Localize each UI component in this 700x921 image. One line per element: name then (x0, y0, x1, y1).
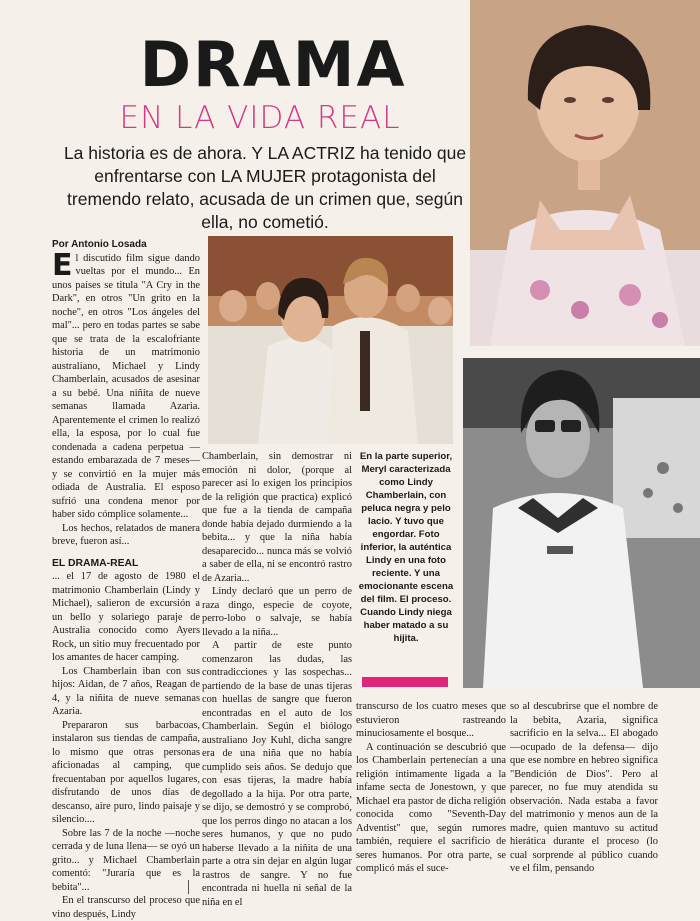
paragraph: Los Chamberlain iban con sus hijos: Aidan, de 7 años, Reagan de 4, y la niñita de nueve semanas Azaria. (52, 665, 200, 717)
paragraph: A continuación se descubrió que los Chamberlain pertenecían a una religión íntimamente ligada a la infame secta de Jonestown, y que Michael era pastor de dicha religión conocida como "Seventh-Day Adventist" que, según rumores también, requiere el sacrificio de seres humanos. Por otra parte, se complicó más el suce- (356, 741, 506, 874)
article-column-1 (52, 238, 200, 921)
photo-caption: En la parte superior, Meryl caracterizada como Lindy Chamberlain, con peluca negra y pelo lacio. Y tuvo que engordar. Foto inferior, la auténtica Lindy en una foto reciente. Y una emocionante escena del film. El proceso. Cuando Lindy niega haber matado a su hijita. (358, 451, 454, 644)
paragraph: so al descubrirse que el nombre de la bebita, Azaria, significa sacrificio en la selva... El abogado —ocupado de la defensa— dijo que ese nombre en hebreo significa "Bendición de Dios". Pero al parecer, no fue muy atendida su observación. Nada estaba a favor del matrimonio y menos aun de la madre, quien mantuvo su actitud hierática durante el proceso (lo cual sorprende al público cuando ve el film, pensando (510, 701, 658, 874)
article-column-2 (202, 450, 352, 909)
paragraph: El discutido film sigue dando vueltas por el mundo... En unos países se titula "A Cry in the Dark", en otros "Un grito en la noche", en otros "Los ángeles del mal"... pero en todas partes se sabe que se trata de la escalofriante historia de un matrimonio australiano, Michael y Lindy Chamberlain, acusados de asesinar a su bebé. Una niñita de nueve semanas llamada Azaria. Aparentemente el crimen lo realizó ella, la esposa, por lo cual fue condenada a cadena perpetua —estando embarazada de 7 meses— y se convirtió en la mujer más odiada de Australia. El esposo sufrió una condena menor por haber sido cómplice solamente... (52, 247, 200, 520)
paragraph: Chamberlain, sin demostrar ni emoción ni dolor, (porque al parecer así lo exigen los principios de la religión que practica) explicó que fue a la tienda de campaña donde había dejado durmiendo a la bebita... y que la niña había desaparecido... nunca más se volvió a saber de ella, ni se encontró rastro de Azaria... (202, 451, 352, 584)
paragraph: ... el 17 de agosto de 1980 el matrimonio Chamberlain (Lindy y Michael), salieron de excursión a un bello y solariego paraje de Australia conocido como Ayers Rock, un sitio muy frecuentado por los amantes de hacer camping. (52, 571, 200, 663)
paragraph: Los hechos, relatados de manera breve, fueron así... (52, 522, 200, 547)
paragraph: transcurso de los cuatro meses que estuvieron rastreando minuciosamente el bosque... (356, 701, 506, 739)
paragraph: Prepararon sus barbacoas, instalaron sus tiendas de campaña, lo mismo que otras personas aficionadas al camping, que frecuentaban por aquellos lugares, disfrutando de unos días de descanso, aire puro, lindo paisaje y silencio.... (52, 719, 200, 825)
accent-bar (362, 677, 448, 687)
paragraph: Lindy declaró que un perro de raza dingo, especie de coyote, perro-lobo o salvaje, se había llevado a la niña... (202, 586, 352, 638)
article-column-4 (510, 700, 658, 876)
fold-mark (188, 880, 189, 894)
photo-courtroom-scene (208, 236, 453, 444)
paragraph: Sobre las 7 de la noche —noche cerrada y de luna llena— se oyó un grito... y Michael Chamberlain comentó: "Juraría que es la bebita"... (52, 827, 200, 893)
headline-subtitle: EN LA VIDA REAL (119, 100, 401, 136)
paragraph: En el transcurso del proceso que vino después, Lindy (52, 895, 200, 920)
article-column-3 (356, 700, 506, 876)
headline-title: DRAMA (139, 28, 407, 101)
byline: Por Antonio Losada (52, 239, 147, 250)
intro-deck: La historia es de ahora. Y LA ACTRIZ ha tenido que enfrentarse con LA MUJER protagonista del tremendo relato, acusada de un crimen que, según ella, no cometió. (63, 143, 467, 232)
paragraph: A partir de este punto comenzaron las dudas, las contradicciones y las sospechas... partiendo de la base de unas tijeras con huellas de sangre que fueron encontradas en el auto de los Chamberlain. Según el biólogo australiano Joy Kuhl, dicha sangre era de una niña que no había cumplido seis años. Se dedujo que con esas tijeras, la madre había degollado a la hija. Por otra parte, se dijo, se demostró y se comprobó, que los perros dingo no atacan a los seres humanos, y que no pudo haberse llevado a la niñita de una parte a otra sin dejar en algún lugar rastros de sangre. Y no fue encontrada ni huella ni señal de la niña en el (202, 640, 352, 908)
photo-lindy-chamberlain (463, 358, 700, 688)
drop-cap: E (52, 247, 73, 283)
section-heading: EL DRAMA-REAL (52, 557, 139, 569)
photo-meryl-streep (470, 0, 700, 346)
